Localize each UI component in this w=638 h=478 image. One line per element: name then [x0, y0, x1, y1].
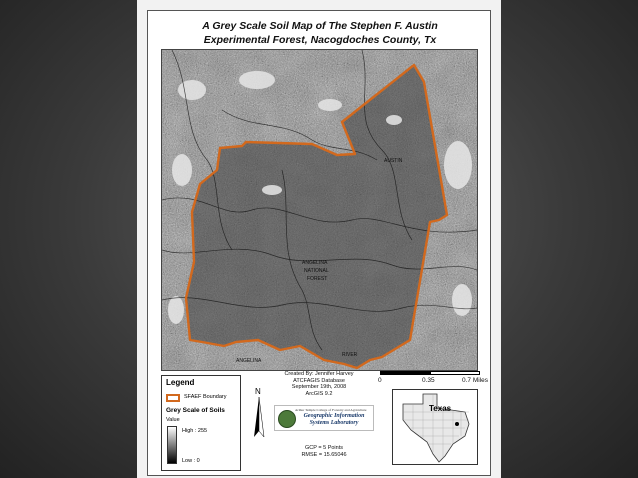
scale-tick-1: 0.35	[422, 377, 435, 384]
grey-ramp	[167, 426, 177, 464]
low-label: Low : 0	[182, 458, 200, 464]
legend	[161, 375, 241, 471]
college-seal-icon	[278, 410, 296, 428]
map-label-angelina: ANGELINA	[302, 260, 328, 266]
credit-software: ArcGIS 9.2	[305, 390, 333, 397]
credit-author: Created By: Jennifer Harvey	[284, 371, 354, 377]
map-label-river: RIVER	[342, 352, 358, 358]
gis-lab-logo	[274, 405, 374, 431]
map-label-austin: AUSTIN	[384, 158, 403, 164]
texas-inset-map	[392, 389, 478, 465]
north-arrow-icon	[252, 397, 268, 447]
legend-title: Legend	[166, 378, 195, 387]
credits	[274, 371, 364, 397]
value-label: Value	[166, 417, 180, 423]
scale-segment-2	[430, 371, 480, 375]
credit-date: September 19th, 2008	[291, 384, 347, 390]
gcp-points: GCP = 5 Points	[305, 445, 343, 451]
map-label-forest: FOREST	[307, 276, 328, 282]
credit-database: ATCFAGIS Database	[293, 377, 345, 384]
logo-college: Arthur Temple College of Forestry and Agriculture	[295, 408, 367, 412]
grey-scale-title: Grey Scale of Soils	[166, 407, 225, 414]
north-letter: N	[255, 387, 261, 396]
scale-tick-0: 0	[378, 377, 382, 384]
scale-tick-2: 0.7 Miles	[462, 377, 489, 384]
title-line-1: A Grey Scale Soil Map of The Stephen F. Austin	[202, 20, 438, 32]
scale-bar	[378, 371, 490, 391]
map-title	[148, 19, 492, 47]
high-label: High : 255	[182, 428, 208, 434]
logo-lab-name: Geographic Information Systems Laboratory	[303, 413, 365, 426]
boundary-swatch	[166, 394, 180, 402]
scale-segment-1	[380, 371, 430, 375]
gcp-rmse: RMSE = 15.65046	[301, 452, 347, 458]
map-layout-frame	[147, 10, 491, 476]
title-line-2: Experimental Forest, Nacogdoches County, Tx	[203, 34, 437, 46]
gcp-info	[274, 445, 374, 459]
boundary-label: SFAEF Boundary	[184, 394, 227, 400]
soil-map	[161, 49, 478, 371]
slide	[137, 0, 501, 478]
texas-label: Texas	[429, 404, 452, 413]
north-arrow	[252, 387, 268, 447]
texas-shape	[393, 390, 477, 464]
map-label-national: NATIONAL	[304, 268, 329, 274]
map-label-angelina-river: ANGELINA	[236, 358, 262, 364]
soil-map-graphic	[162, 50, 477, 370]
